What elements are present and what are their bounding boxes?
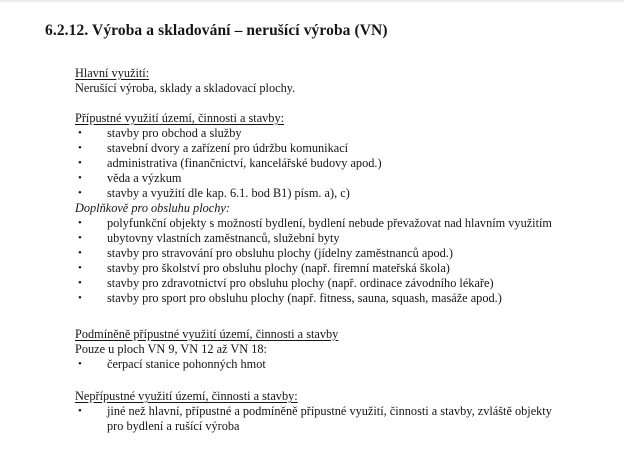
list-item — [75, 291, 620, 306]
list-item — [75, 186, 620, 201]
bullet-icon: • — [78, 358, 82, 370]
bullet-icon: • — [78, 262, 82, 274]
bullet-icon: • — [78, 157, 82, 169]
bullet-icon: • — [78, 277, 82, 289]
section-heading: Přípustné využití území, činnosti a stavby: — [75, 111, 285, 125]
section-heading: Nepřípustné využití území, činnosti a stavby: — [75, 389, 298, 403]
list-item-text: stavby pro školství pro obsluhu plochy (např. firemní mateřská škola) — [107, 261, 450, 275]
section-podminene-pripustne — [75, 327, 620, 372]
bullet-icon: • — [78, 217, 82, 229]
list-item — [75, 231, 620, 246]
list-item — [75, 357, 620, 372]
list-item-text: stavby pro stravování pro obsluhu plochy (jídelny zaměstnanců apod.) — [107, 246, 453, 260]
list-item-text: ubytovny vlastních zaměstnanců, služební byty — [107, 231, 340, 245]
list-item — [75, 216, 620, 231]
list-item-text: administrativa (finančnictví, kancelářské budovy apod.) — [107, 156, 382, 170]
bullet-icon: • — [78, 247, 82, 259]
section-heading: Podmíněně přípustné využití území, činnosti a stavby — [75, 327, 339, 341]
list-item-text: čerpací stanice pohonných hmot — [107, 357, 266, 371]
section-hlavni-vyuziti — [75, 66, 620, 96]
list-item-text — [107, 404, 620, 434]
bullet-icon: • — [78, 172, 82, 184]
bullet-icon: • — [78, 127, 82, 139]
bullet-icon: • — [78, 292, 82, 304]
section-heading: Hlavní využití: — [75, 66, 150, 80]
bullet-icon: • — [78, 232, 82, 244]
list-item-text: věda a výzkum — [107, 171, 182, 185]
list-item-text: stavby pro zdravotnictví pro obsluhu plochy (např. ordinace závodního lékaře) — [107, 276, 494, 290]
list-item-line: jiné než hlavní, přípustné a podmíněně přípustné využití, činnosti a stavby, zvláště objekty — [107, 404, 552, 418]
scan-edge-line — [0, 0, 624, 2]
doc-title: 6.2.12. Výroba a skladování – nerušící výroba (VN) — [45, 22, 388, 39]
body-line: Pouze u ploch VN 9, VN 12 až VN 18: — [75, 342, 267, 356]
section-nepripustne-vyuziti — [75, 389, 620, 434]
list-item-text: stavby a využití dle kap. 6.1. bod B1) písm. a), c) — [107, 186, 350, 200]
section-pripustne-vyuziti — [75, 111, 620, 306]
body-line: Nerušící výroba, sklady a skladovací plochy. — [75, 81, 296, 95]
list-item — [75, 171, 620, 186]
list-item — [75, 246, 620, 261]
list-item — [75, 141, 620, 156]
list-item — [75, 126, 620, 141]
bullet-icon: • — [78, 142, 82, 154]
bullet-icon: • — [78, 405, 82, 417]
list-item-text: polyfunkční objekty s možností bydlení, bydlení nebude převažovat nad hlavním využitím — [107, 216, 552, 230]
bullet-icon: • — [78, 187, 82, 199]
list-item-text: stavby pro sport pro obsluhu plochy (např. fitness, sauna, squash, masáže apod.) — [107, 291, 502, 305]
list-item — [75, 156, 620, 171]
list-item-text: stavby pro obchod a služby — [107, 126, 242, 140]
list-item — [75, 261, 620, 276]
subsection-heading: Doplňkově pro obsluhu plochy: — [75, 201, 230, 215]
list-item — [75, 276, 620, 291]
list-item-text: stavební dvory a zařízení pro údržbu komunikací — [107, 141, 349, 155]
list-item-line: pro bydlení a rušící výroba — [107, 419, 240, 433]
list-item — [75, 404, 620, 434]
doc-content — [75, 66, 620, 434]
